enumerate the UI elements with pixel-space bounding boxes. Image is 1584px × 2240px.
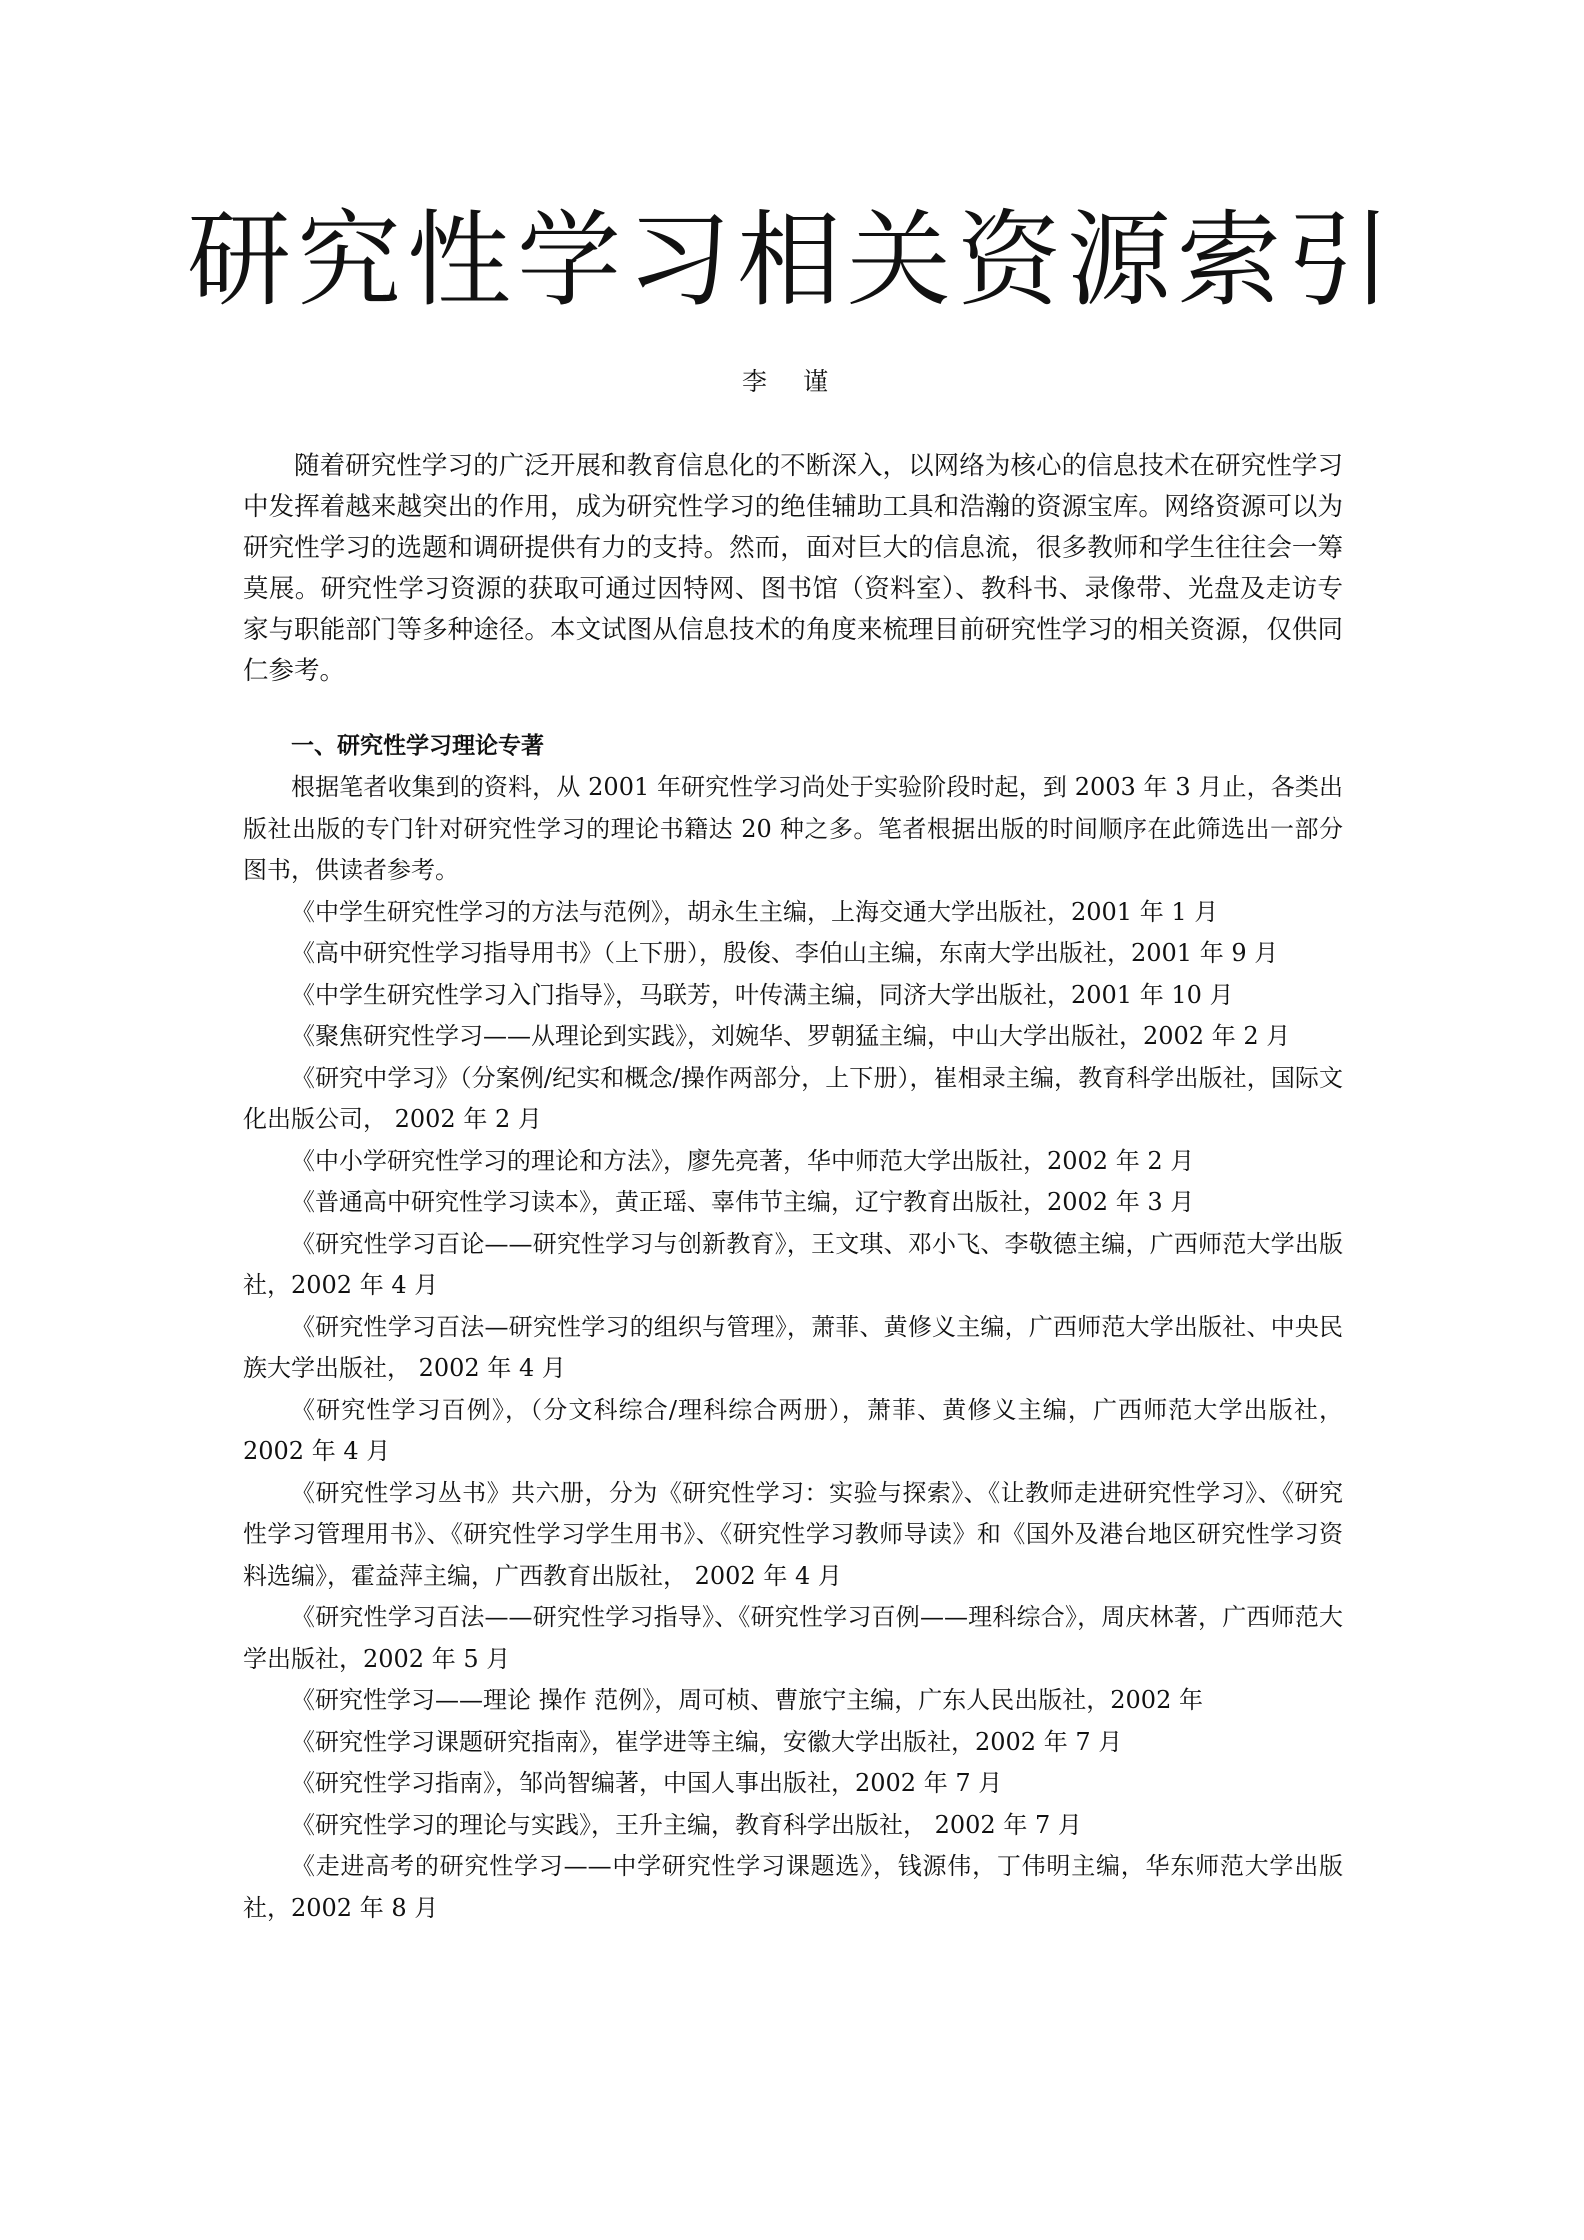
section-paragraph: 根据笔者收集到的资料，从 2001 年研究性学习尚处于实验阶段时起，到 2003 年 3 月止，各类出版社出版的专门针对研究性学习的理论书籍达 20 种之多。笔者根据出版的时间顺序在此筛选出一部分图书，供读者参考。 [243, 773, 1343, 884]
book-entry: 《研究性学习百论——研究性学习与创新教育》，王文琪、邓小飞、李敬德主编，广西师范大学出版社，2002 年 4 月 [243, 1229, 1343, 1299]
book-entry: 《研究性学习的理论与实践》，王升主编，教育科学出版社， 2002 年 7 月 [291, 1810, 1082, 1839]
section-heading: 一、研究性学习理论专著 [291, 733, 544, 759]
book-entry: 《走进高考的研究性学习——中学研究性学习课题选》，钱源伟，丁伟明主编，华东师范大学出版社，2002 年 8 月 [243, 1852, 1343, 1922]
book-entry: 《研究性学习课题研究指南》，崔学进等主编，安徽大学出版社，2002 年 7 月 [291, 1727, 1123, 1756]
book-entry: 《研究性学习丛书》共六册，分为《研究性学习：实验与探索》、《让教师走进研究性学习》、《研究性学习管理用书》、《研究性学习学生用书》、《研究性学习教师导读》和《国外及港台地区研究性学习资料选编》，霍益萍主编，广西教育出版社， 2002 年 4 月 [243, 1478, 1343, 1590]
book-entry: 《研究性学习百例》，（分文科综合/理科综合两册），萧菲、黄修义主编，广西师范大学出版社， 2002 年 4 月 [243, 1395, 1343, 1465]
book-entry: 《中学生研究性学习入门指导》，马联芳，叶传满主编，同济大学出版社，2001 年 10 月 [291, 980, 1234, 1009]
intro-section [243, 446, 1343, 692]
book-entry: 《研究性学习指南》，邹尚智编著，中国人事出版社，2002 年 7 月 [291, 1769, 1003, 1797]
book-entry: 《聚焦研究性学习——从理论到实践》，刘婉华、罗朝猛主编，中山大学出版社，2002 年 2 月 [291, 1022, 1291, 1050]
book-entry: 《中小学研究性学习的理论和方法》，廖先亮著，华中师范大学出版社，2002 年 2 月 [291, 1146, 1195, 1175]
book-entry: 《研究性学习百法—研究性学习的组织与管理》，萧菲、黄修义主编，广西师范大学出版社、中央民族大学出版社， 2002 年 4 月 [243, 1312, 1343, 1382]
book-list [243, 892, 1343, 1930]
book-entry: 《研究性学习百法——研究性学习指导》、《研究性学习百例——理科综合》，周庆林著，广西师范大学出版社，2002 年 5 月 [243, 1603, 1343, 1673]
book-entry: 《研究性学习——理论 操作 范例》，周可桢、曹旅宁主编，广东人民出版社，2002 年 [291, 1686, 1203, 1714]
document-title: 研究性学习相关资源索引 [186, 199, 1397, 321]
book-entry: 《高中研究性学习指导用书》（上下册），殷俊、李伯山主编，东南大学出版社，2001 年 9 月 [291, 939, 1279, 967]
section-theory-books [243, 726, 1343, 1929]
book-entry: 《中学生研究性学习的方法与范例》，胡永生主编，上海交通大学出版社，2001 年 1 月 [291, 897, 1219, 926]
intro-paragraph: 随着研究性学习的广泛开展和教育信息化的不断深入，以网络为核心的信息技术在研究性学习中发挥着越来越突出的作用，成为研究性学习的绝佳辅助工具和浩瀚的资源宝库。网络资源可以为研究性学习的选题和调研提供有力的支持。然而，面对巨大的信息流，很多教师和学生往往会一筹莫展。研究性学习资源的获取可通过因特网、图书馆（资料室）、教科书、录像带、光盘及走访专家与职能部门等多种途径。本文试图从信息技术的角度来梳理目前研究性学习的相关资源，仅供同仁参考。 [243, 451, 1343, 686]
author-name: 李 谨 [742, 367, 842, 396]
book-entry: 《普通高中研究性学习读本》，黄正瑶、辜伟节主编，辽宁教育出版社，2002 年 3 月 [291, 1188, 1195, 1216]
book-entry: 《研究中学习》（分案例/纪实和概念/操作两部分，上下册），崔相录主编，教育科学出版社，国际文化出版公司， 2002 年 2 月 [243, 1063, 1343, 1133]
